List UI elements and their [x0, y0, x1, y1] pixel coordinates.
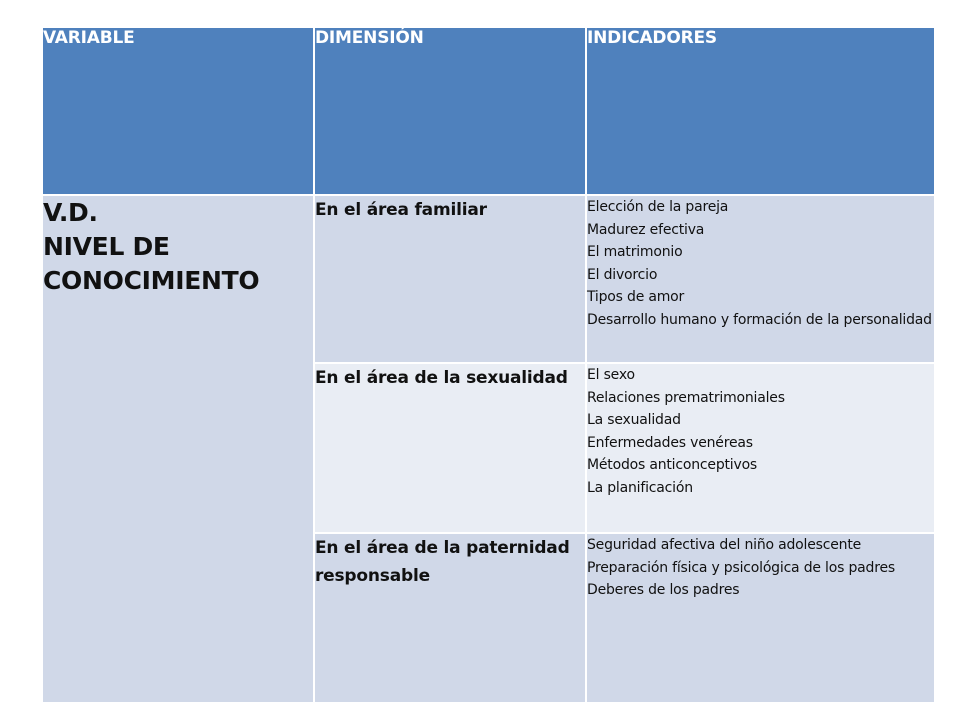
dimension-label: En el área de la sexualidad [315, 368, 568, 388]
operationalization-table [41, 26, 936, 704]
table-row [42, 195, 935, 363]
indicators-cell-sexualidad [586, 363, 935, 533]
list-item: Deberes de los padres [587, 582, 740, 598]
list-item: Métodos anticonceptivos [587, 457, 758, 473]
dimension-cell-sexualidad [314, 363, 586, 533]
variable-label [43, 196, 313, 298]
list-item: El divorcio [587, 266, 658, 283]
indicators-cell-familiar [586, 195, 935, 363]
list-item: La sexualidad [587, 412, 681, 428]
concept-table-container [41, 26, 934, 702]
list-item: Elección de la pareja [587, 199, 729, 215]
list-item: Enfermedades venéreas [587, 434, 753, 451]
list-item: Tipos de amor [587, 289, 685, 305]
header-variable: VARIABLE [42, 27, 314, 195]
header-indicators: INDICADORES [586, 27, 935, 195]
list-item: Relaciones prematrimoniales [587, 389, 785, 406]
indicator-list [587, 534, 934, 602]
list-item: Seguridad afectiva del niño adolescente [587, 537, 862, 553]
variable-cell [42, 195, 314, 703]
list-item: Preparación física y psicológica de los padres [587, 559, 895, 576]
variable-line: CONOCIMIENTO [43, 266, 260, 295]
table-header-row [42, 27, 935, 195]
dimension-cell-paternidad [314, 533, 586, 703]
header-dimension: DIMENSIÓN [314, 27, 586, 195]
indicator-list [587, 364, 934, 499]
dimension-label: En el área de la paternidad responsable [315, 538, 570, 586]
variable-line: V.D. [43, 198, 98, 227]
indicator-list [587, 196, 934, 331]
variable-line: NIVEL DE [43, 232, 170, 261]
dimension-label: En el área familiar [315, 200, 487, 220]
dimension-cell-familiar [314, 195, 586, 363]
list-item: Desarrollo humano y formación de la personalidad [587, 311, 932, 328]
list-item: Madurez efectiva [587, 221, 705, 238]
indicators-cell-paternidad [586, 533, 935, 703]
list-item: La planificación [587, 479, 693, 496]
list-item: El sexo [587, 367, 635, 383]
list-item: El matrimonio [587, 244, 683, 260]
